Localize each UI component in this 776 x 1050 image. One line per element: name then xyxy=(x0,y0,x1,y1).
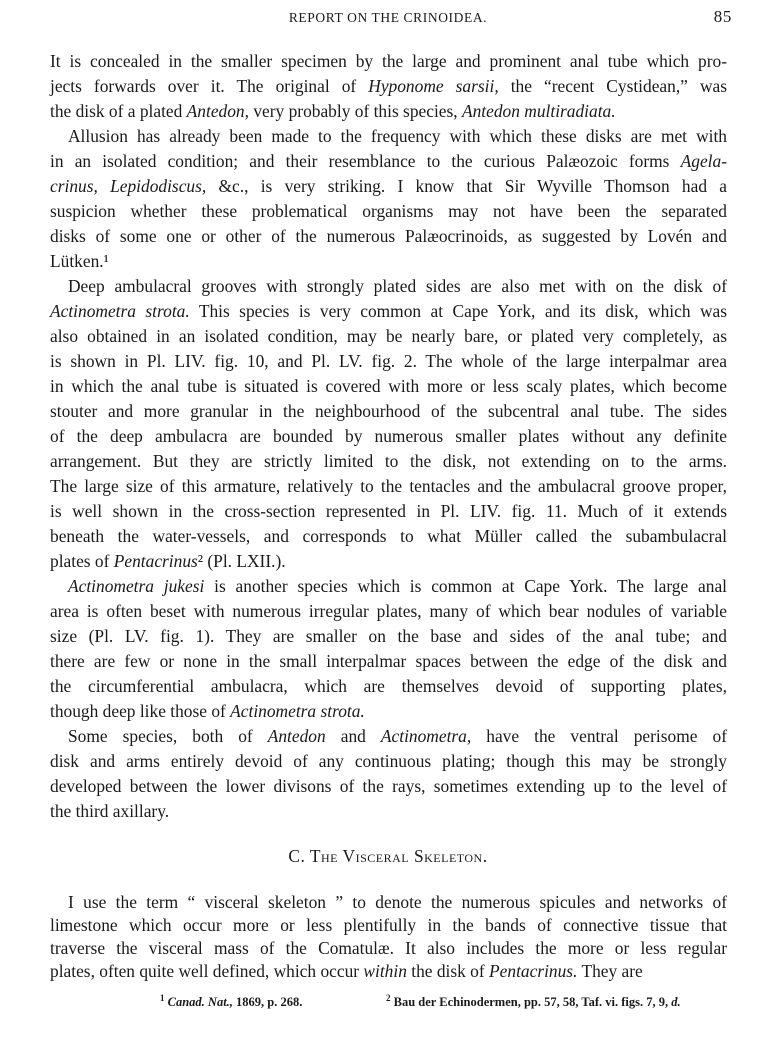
text-line xyxy=(50,174,727,199)
footnote xyxy=(386,990,681,1010)
text-run: plates of xyxy=(50,551,114,571)
text-run: stouter and more granular in the neighbourhood of the subcentral anal tube. The sides xyxy=(50,401,727,421)
footnote-text: Canad. Nat., xyxy=(167,995,233,1010)
text-run: ² (Pl. LXII.). xyxy=(197,551,286,571)
text-line xyxy=(50,960,727,983)
text-run: though deep like those of xyxy=(50,701,231,721)
text-line xyxy=(50,399,727,424)
text-line xyxy=(50,299,727,324)
page-number: 85 xyxy=(713,7,732,26)
italic-text: Hyponome sarsii, xyxy=(368,76,499,96)
text-line xyxy=(50,249,727,274)
text-run: suspicion whether these problematical organisms may not have been the separated xyxy=(50,201,727,221)
text-line xyxy=(50,99,727,124)
text-run: plates, often quite well defined, which occur xyxy=(50,961,364,981)
italic-text: Antedon, xyxy=(186,101,249,121)
text-run: disks of some one or other of the numerous Palæocrinoids, as suggested by Lovén and xyxy=(50,226,727,246)
footnote-text: Bau der Echinodermen, pp. 57, 58, Taf. vi. figs. 7, 9, xyxy=(393,995,672,1010)
paragraph xyxy=(50,49,727,124)
text-run: very probably of this species, xyxy=(248,101,462,121)
text-run: disk and arms entirely devoid of any continuous plating; though this may be strongly xyxy=(50,751,727,771)
text-run: the “recent Cystidean,” was xyxy=(498,76,727,96)
text-run: limestone which occur more or less plentifully in the bands of connective tissue that xyxy=(50,915,727,935)
text-run: the disk of a plated xyxy=(50,101,187,121)
text-line xyxy=(50,549,727,574)
italic-text: crinus, Lepidodiscus, xyxy=(50,176,207,196)
text-run: in which the anal tube is situated is covered with more or less scaly plates, which become xyxy=(50,376,727,396)
italic-text: Agela- xyxy=(680,151,727,171)
text-line xyxy=(50,474,727,499)
text-run: area is often beset with numerous irregular plates, many of which bear nodules of variable xyxy=(50,601,727,621)
body-text xyxy=(50,49,727,824)
text-line xyxy=(50,274,727,299)
text-line xyxy=(50,424,727,449)
text-run: Some species, both of xyxy=(68,726,268,746)
text-run: size (Pl. LV. fig. 1). They are smaller on the base and sides of the anal tube; and xyxy=(50,626,727,646)
footnote xyxy=(160,990,302,1010)
running-title: REPORT ON THE CRINOIDEA. xyxy=(288,10,488,25)
text-run: is another species which is common at Cape York. The large anal xyxy=(204,576,727,596)
text-run: They are xyxy=(577,961,643,981)
text-line xyxy=(50,74,727,99)
text-line xyxy=(50,699,727,724)
text-line xyxy=(50,674,727,699)
text-run: This species is very common at Cape York, and its disk, which was xyxy=(189,301,728,321)
text-run: is shown in Pl. LIV. fig. 10, and Pl. LV. fig. 2. The whole of the large interpalmar area xyxy=(50,351,727,371)
text-line xyxy=(50,449,727,474)
text-line xyxy=(50,524,727,549)
italic-text: Actinometra strota. xyxy=(230,701,365,721)
text-line xyxy=(50,374,727,399)
text-run: It is concealed in the smaller specimen by the large and prominent anal tube which pro- xyxy=(50,51,727,71)
text-line xyxy=(50,349,727,374)
text-line xyxy=(50,799,727,824)
text-line xyxy=(50,937,727,960)
text-run: traverse the visceral mass of the Comatulæ. It also includes the more or less regular xyxy=(50,938,727,958)
text-run: &c., is very striking. I know that Sir Wyville Thomson had a xyxy=(206,176,728,196)
text-line xyxy=(50,599,727,624)
text-run: Lütken.¹ xyxy=(50,251,109,271)
text-line xyxy=(50,624,727,649)
paragraph xyxy=(50,724,727,824)
text-run: the disk of xyxy=(406,961,490,981)
italic-text: Pentacrinus. xyxy=(489,961,578,981)
text-run: also obtained in an isolated condition, may be nearly bare, or plated very completely, as xyxy=(50,326,727,346)
text-run: of the deep ambulacra are bounded by numerous smaller plates without any definite xyxy=(50,426,727,446)
footnote-mark: 1 xyxy=(160,993,165,1003)
text-run: developed between the lower divisons of the rays, sometimes extending up to the level of xyxy=(50,776,727,796)
text-line xyxy=(50,324,727,349)
text-line xyxy=(50,124,727,149)
italic-text: Antedon multiradiata. xyxy=(461,101,616,121)
section-heading: C. The Visceral Skeleton. xyxy=(288,846,488,866)
text-line xyxy=(50,649,727,674)
text-line xyxy=(50,149,727,174)
paragraph xyxy=(50,891,727,983)
italic-text: Actinometra strota. xyxy=(50,301,190,321)
text-line xyxy=(50,774,727,799)
text-run: and xyxy=(325,726,381,746)
text-line xyxy=(50,499,727,524)
text-run: the circumferential ambulacra, which are themselves devoid of supporting plates, xyxy=(50,676,727,696)
text-run: The large size of this armature, relatively to the tentacles and the ambulacral groove proper, xyxy=(50,476,727,496)
text-run: there are few or none in the small interpalmar spaces between the edge of the disk and xyxy=(50,651,727,671)
footnote-text: 1869, p. 268. xyxy=(232,995,303,1010)
text-run: beneath the water-vessels, and corresponds to what Müller called the subambulacral xyxy=(50,526,727,546)
text-line xyxy=(50,724,727,749)
text-line xyxy=(50,749,727,774)
text-run: Deep ambulacral grooves with strongly plated sides are also met with on the disk of xyxy=(68,276,727,296)
text-run: Allusion has already been made to the frequency with which these disks are met with xyxy=(68,126,727,146)
text-run: in an isolated condition; and their resemblance to the curious Palæozoic forms xyxy=(50,151,681,171)
italic-text: Actinometra, xyxy=(380,726,472,746)
text-run: arrangement. But they are strictly limited to the disk, not extending on to the arms. xyxy=(50,451,727,471)
text-run: have the ventral perisome of xyxy=(471,726,727,746)
text-line xyxy=(50,574,727,599)
text-line xyxy=(50,199,727,224)
text-run: jects forwards over it. The original of xyxy=(50,76,369,96)
text-run: I use the term “ visceral skeleton ” to denote the numerous spicules and networks of xyxy=(68,892,727,912)
footnote-text: d. xyxy=(671,995,681,1010)
text-line xyxy=(50,914,727,937)
paragraph xyxy=(50,124,727,274)
running-header xyxy=(0,7,776,30)
text-run: the third axillary. xyxy=(50,801,170,821)
italic-text: Antedon xyxy=(267,726,326,746)
text-line xyxy=(50,224,727,249)
footnote-mark: 2 xyxy=(386,993,391,1003)
text-line xyxy=(50,49,727,74)
italic-text: Actinometra jukesi xyxy=(68,576,205,596)
text-run: is well shown in the cross-section represented in Pl. LIV. fig. 11. Much of it extends xyxy=(50,501,727,521)
paragraph xyxy=(50,574,727,724)
paragraph xyxy=(50,274,727,574)
italic-text: within xyxy=(363,961,407,981)
text-line xyxy=(50,891,727,914)
italic-text: Pentacrinus xyxy=(113,551,198,571)
